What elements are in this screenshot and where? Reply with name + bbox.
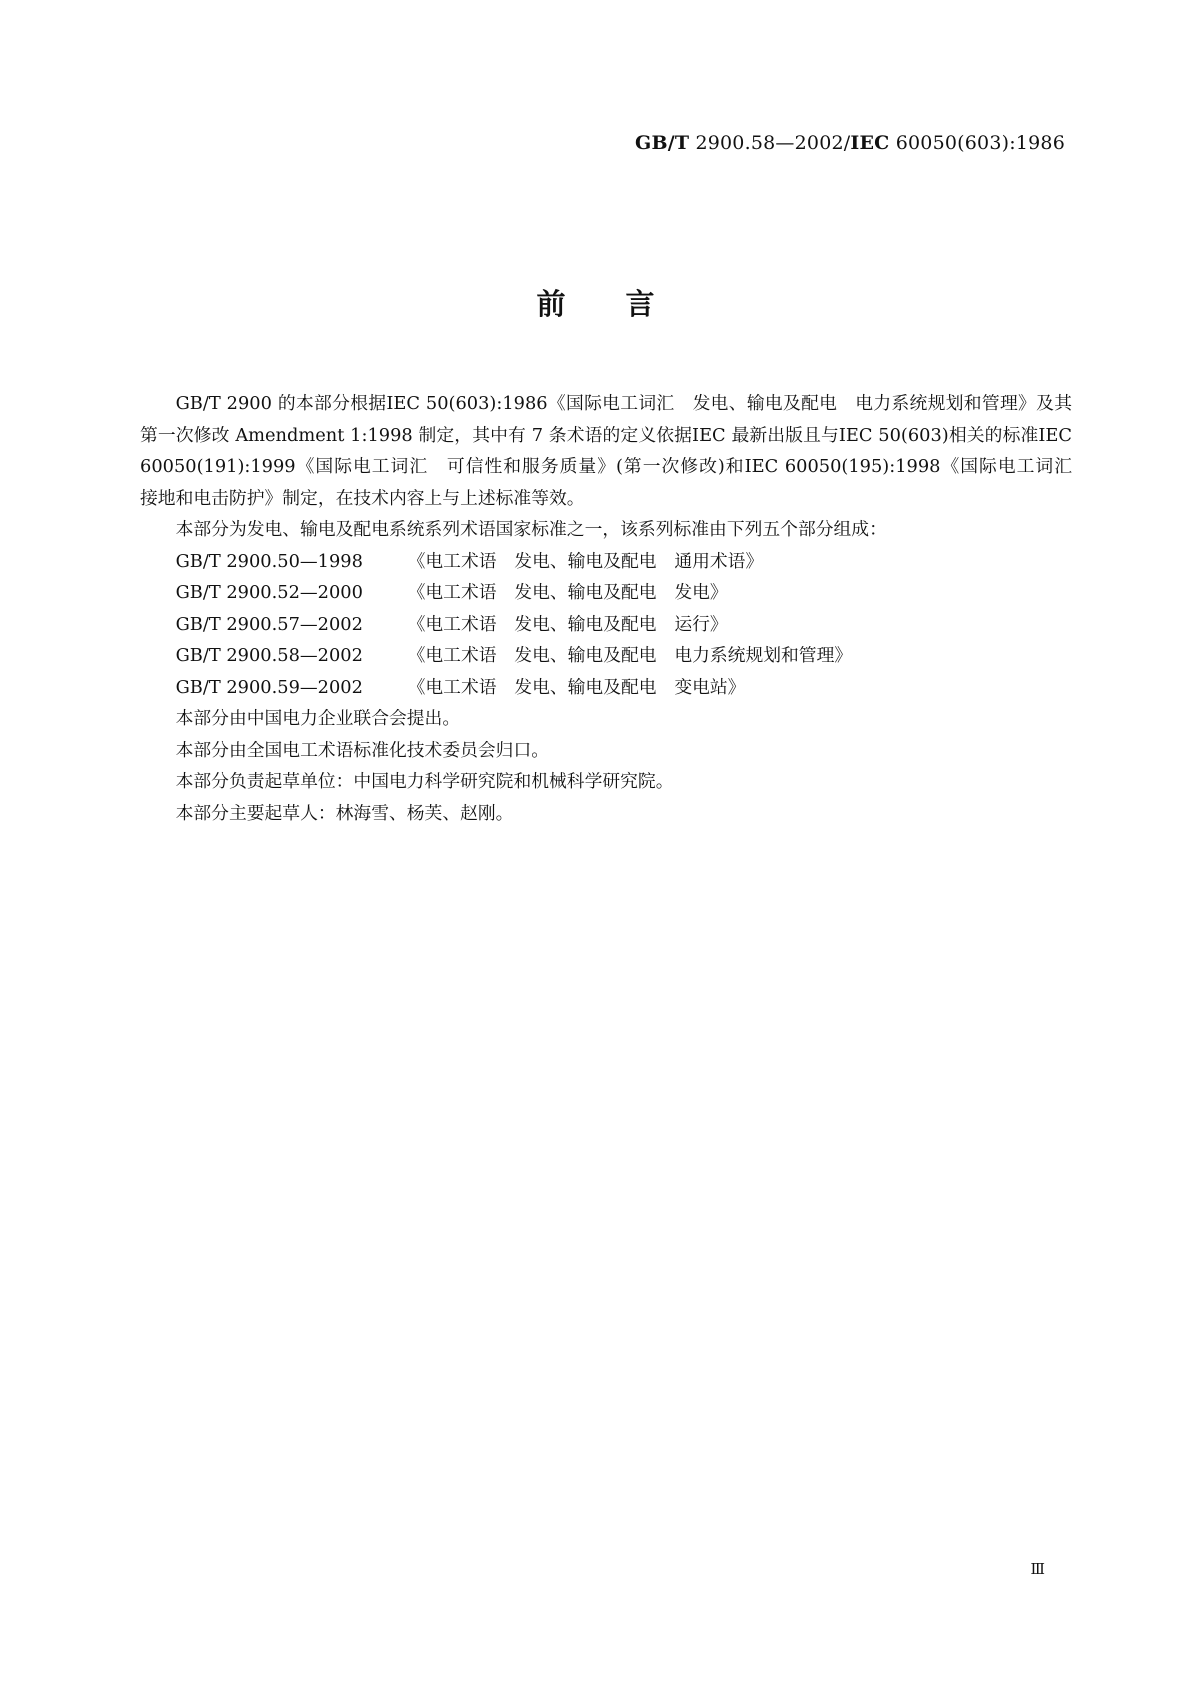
standard-number: GB/T 2900.57—2002	[175, 613, 363, 635]
list-item	[140, 609, 1072, 641]
standard-name: 《电工术语 发电、输电及配电 通用术语》	[407, 550, 764, 572]
code-number: 2900.58—2002/	[689, 132, 851, 154]
standard-number: GB/T 2900.58—2002	[175, 645, 363, 666]
list-item	[140, 577, 1072, 609]
code-iec: IEC	[850, 132, 890, 154]
drafters-paragraph: 本部分主要起草人：林海雪、杨芙、赵刚。	[175, 802, 514, 824]
list-item	[140, 672, 1072, 704]
standards-list	[140, 546, 1072, 704]
standard-name: 《电工术语 发电、输电及配电 变电站》	[407, 676, 746, 698]
code-prefix: GB/T	[635, 132, 690, 154]
proposed-by-paragraph: 本部分由中国电力企业联合会提出。	[175, 708, 461, 729]
page-number: Ⅲ	[1030, 1560, 1045, 1578]
standard-name: 《电工术语 发电、输电及配电 发电》	[407, 582, 728, 603]
standard-name: 《电工术语 发电、输电及配电 电力系统规划和管理》	[407, 645, 853, 666]
series-paragraph: 本部分为发电、输电及配电系统系列术语国家标准之一，该系列标准由下列五个部分组成：	[175, 519, 887, 540]
drafting-units-paragraph: 本部分负责起草单位：中国电力科学研究院和机械科学研究院。	[175, 771, 674, 792]
list-item	[140, 640, 1072, 672]
list-item	[140, 546, 1072, 578]
code-rest: 60050(603):1986	[889, 132, 1065, 154]
intro-paragraph: GB/T 2900 的本部分根据IEC 50(603):1986《国际电工词汇 发电、输电及配电 电力系统规划和管理》及其第一次修改 Amendment 1:1998 制定，其中有 7 条术语的定义依据IEC 最新出版且与IEC 50(603)相关的标准IEC 60050(191):1999《国际电工词汇 可信性和服务质量》(第一次修改)和IEC 60050(195):1998《国际电工词汇 接地和电击防护》制定，在技术内容上与上述标准等效。	[140, 393, 1090, 509]
standard-number: GB/T 2900.59—2002	[175, 676, 363, 698]
standard-name: 《电工术语 发电、输电及配电 运行》	[407, 613, 728, 635]
standard-code-header	[635, 132, 1065, 154]
page-title: 前言	[536, 287, 715, 321]
standard-number: GB/T 2900.50—1998	[175, 550, 363, 572]
centralized-by-paragraph: 本部分由全国电工术语标准化技术委员会归口。	[175, 739, 550, 761]
standard-number: GB/T 2900.52—2000	[175, 582, 363, 603]
foreword-body	[140, 388, 1090, 829]
